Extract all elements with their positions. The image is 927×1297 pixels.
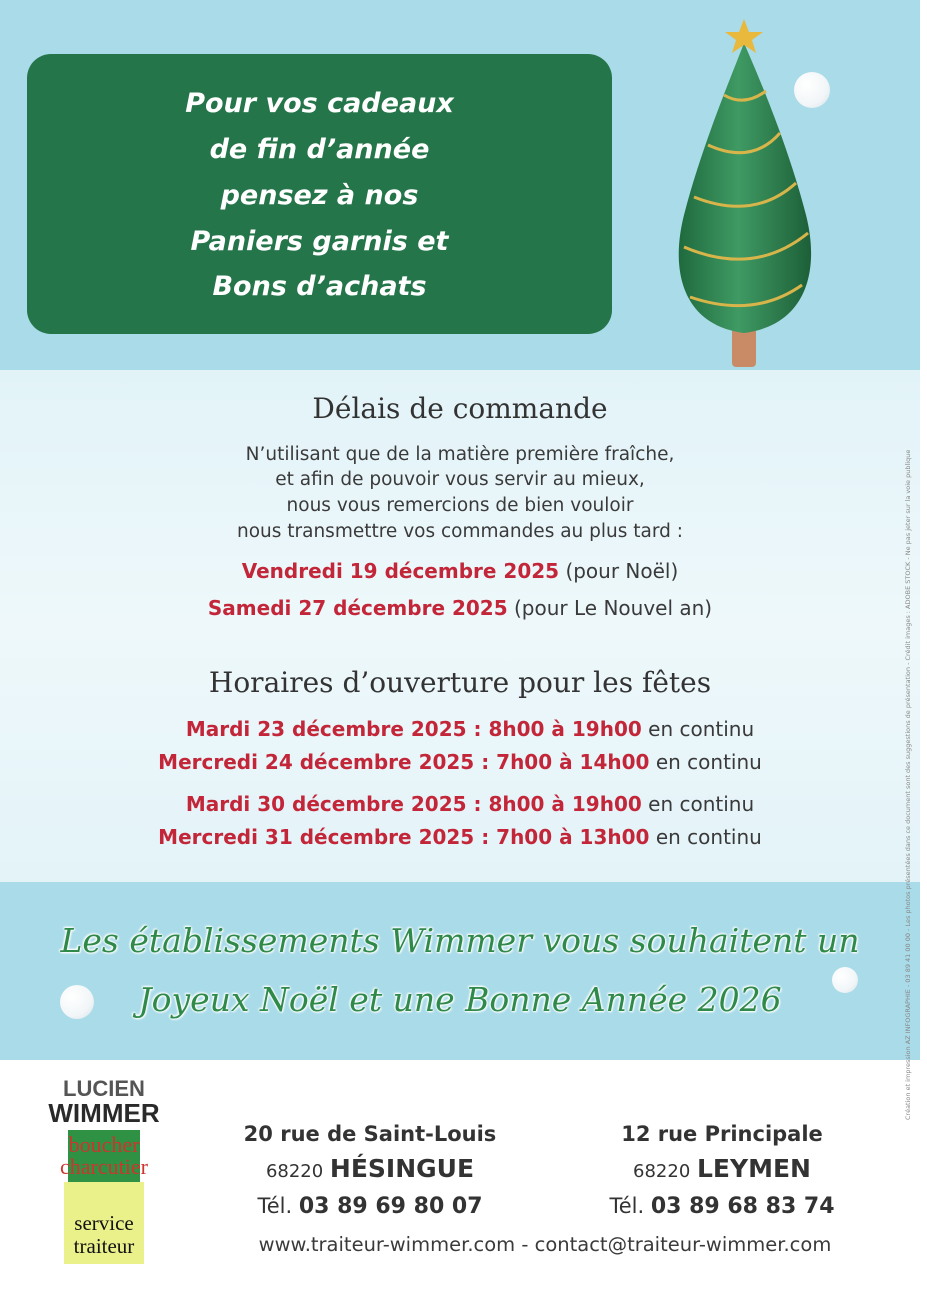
promo-line: pensez à nos xyxy=(220,180,419,211)
order-intro-line: nous transmettre vos commandes au plus tard : xyxy=(236,521,684,542)
shop-address-hesingue xyxy=(210,1122,530,1232)
opening-hours-title: Horaires d’ouverture pour les fêtes xyxy=(208,666,712,699)
greeting-line: Joyeux Noël et une Bonne Année 2026 xyxy=(138,980,782,1019)
order-intro-line: et afin de pouvoir vous servir au mieux, xyxy=(275,469,645,490)
greeting-line: Les établissements Wimmer vous souhaitent un xyxy=(60,921,860,960)
opening-hours-day: Mercredi 31 décembre 2025 : 7h00 à 13h00 xyxy=(158,825,650,849)
christmas-tree-icon xyxy=(662,15,862,370)
opening-hours-row xyxy=(10,717,927,741)
opening-hours-day: Mardi 30 décembre 2025 : 8h00 à 19h00 xyxy=(185,792,642,816)
opening-hours-row xyxy=(0,825,920,849)
opening-hours-note: en continu xyxy=(648,792,755,816)
promo-line: Pour vos cadeaux xyxy=(185,88,454,119)
shop-street: 20 rue de Saint-Louis xyxy=(243,1122,497,1146)
shop-phone: Tél. 03 89 68 83 74 xyxy=(609,1194,835,1219)
contact-links[interactable]: www.traiteur-wimmer.com - contact@traiteur-wimmer.com xyxy=(258,1233,832,1256)
order-deadline-title: Délais de commande xyxy=(312,392,608,425)
promo-line: de fin d’année xyxy=(209,134,430,165)
logo-service: traiteur xyxy=(73,1234,135,1258)
opening-hours-row xyxy=(10,792,927,816)
logo-trade: charcutier xyxy=(60,1154,148,1179)
order-date-row xyxy=(0,559,920,583)
opening-hours-day: Mardi 23 décembre 2025 : 8h00 à 19h00 xyxy=(185,717,642,741)
opening-hours-note: en continu xyxy=(655,750,762,774)
promo-line: Paniers garnis et xyxy=(190,226,449,257)
order-intro-line: N’utilisant que de la matière première fraîche, xyxy=(245,444,675,465)
order-date-row xyxy=(0,596,920,620)
logo-trade: boucher xyxy=(68,1132,140,1157)
snowball-icon xyxy=(794,72,830,108)
opening-hours-row xyxy=(0,750,920,774)
shop-phone: Tél. 03 89 69 80 07 xyxy=(257,1194,483,1219)
logo-service: service xyxy=(74,1211,134,1235)
opening-hours-day: Mercredi 24 décembre 2025 : 7h00 à 14h00 xyxy=(158,750,650,774)
logo-name: LUCIEN WIMMER xyxy=(48,1076,160,1128)
promo-box xyxy=(27,54,612,334)
order-date: Vendredi 19 décembre 2025 xyxy=(241,559,560,583)
shop-street: 12 rue Principale xyxy=(621,1122,823,1146)
order-date-note: (pour Le Nouvel an) xyxy=(514,596,713,620)
opening-hours-note: en continu xyxy=(648,717,755,741)
order-date: Samedi 27 décembre 2025 xyxy=(207,596,508,620)
order-date-note: (pour Noël) xyxy=(565,559,679,583)
promo-line: Bons d’achats xyxy=(212,271,427,302)
shop-city: 68220 LEYMEN xyxy=(633,1154,811,1183)
page-edge xyxy=(920,0,927,1297)
opening-hours-note: en continu xyxy=(655,825,762,849)
greeting-band xyxy=(0,882,920,1060)
shop-city: 68220 HÉSINGUE xyxy=(265,1154,475,1183)
order-intro-line: nous vous remercions de bien vouloir xyxy=(286,495,634,516)
shop-address-leymen xyxy=(562,1122,882,1232)
